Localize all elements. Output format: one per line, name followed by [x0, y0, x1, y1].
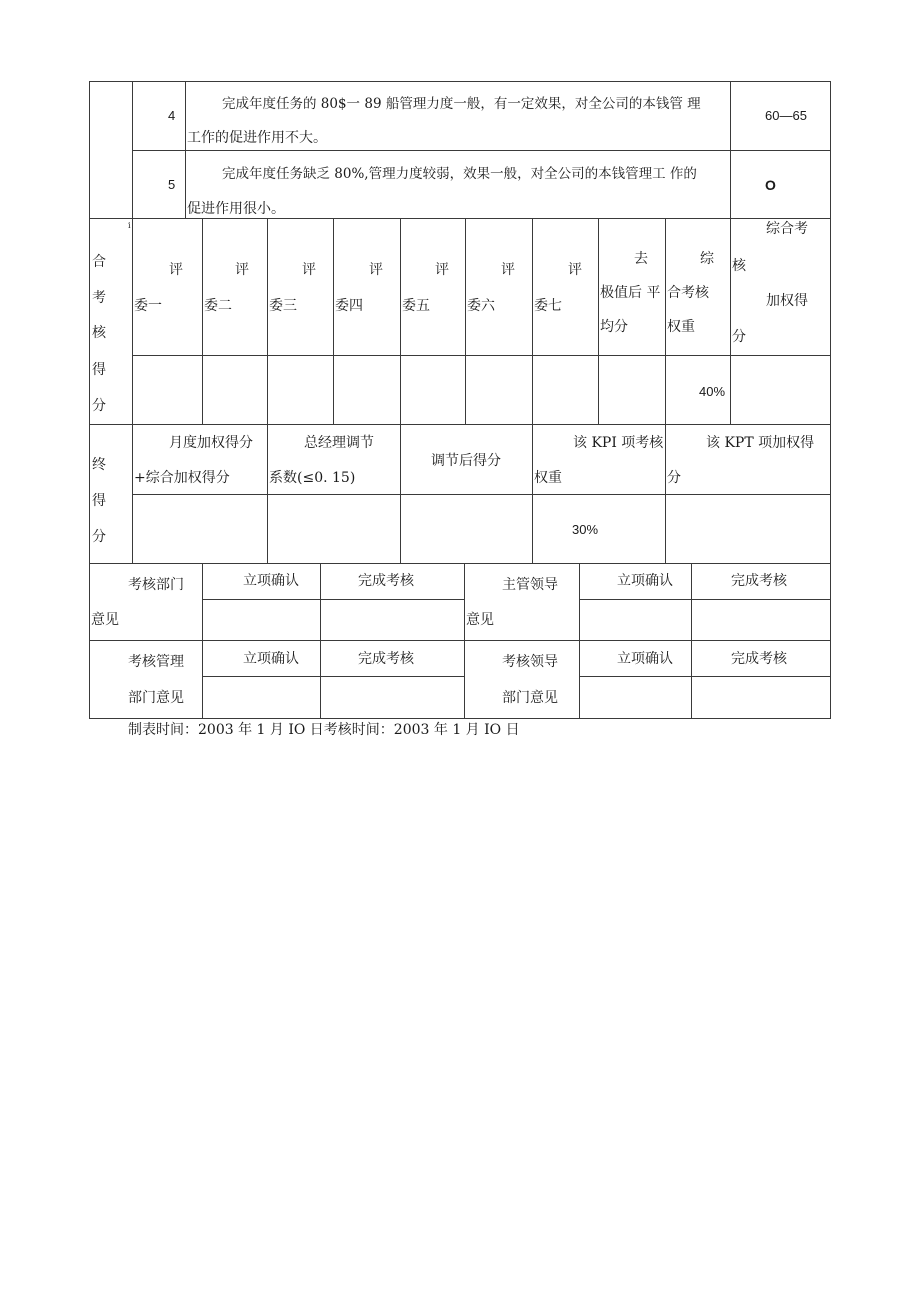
weighted-header-line4: 分 [732, 329, 746, 345]
judge-5-top: 评 [435, 262, 449, 278]
judge-3-label: 委三 [269, 298, 297, 314]
rule [665, 424, 666, 563]
rule [730, 81, 731, 218]
rule [89, 218, 831, 219]
rule [132, 355, 831, 356]
judge-5-label: 委五 [402, 298, 430, 314]
final-col3: 调节后得分 [431, 453, 501, 469]
rule [132, 218, 133, 424]
row-5-desc-line1: 完成年度任务缺乏 80%,管理力度较弱，效果一般，对全公司的本钱管理工 作的 [222, 166, 697, 182]
rule [89, 563, 831, 564]
rule [202, 599, 464, 600]
final-col1-line1: 月度加权得分 [169, 435, 253, 451]
rule-right [830, 81, 831, 718]
composite-label-4: 得 [92, 362, 106, 378]
leader-dept-opinion-line1: 考核领导 [502, 654, 558, 670]
judge-1-top: 评 [169, 262, 183, 278]
weight-header-line2: 合考核 [667, 285, 709, 301]
rule [400, 424, 401, 563]
composite-label-1: 合 [92, 254, 106, 270]
mgmt-dept-opinion-line2: 部门意见 [128, 690, 184, 706]
row2-left-complete: 完成考核 [358, 651, 414, 667]
final-col2-line2: 系数(≤0. 15) [269, 470, 356, 486]
row-5-score: O [765, 177, 776, 193]
rule [400, 218, 401, 424]
final-label-1: 终 [92, 457, 106, 473]
rule [691, 563, 692, 718]
final-col4-line2: 权重 [534, 470, 562, 486]
rule [579, 563, 580, 718]
row1-left-complete: 完成考核 [358, 573, 414, 589]
row1-right-complete: 完成考核 [731, 573, 787, 589]
rule [532, 424, 533, 563]
leader-opinion-line1: 主管领导 [502, 577, 558, 593]
rule [185, 81, 186, 218]
trim-avg-line1: 去 [634, 251, 648, 267]
rule [89, 640, 831, 641]
row-4-score: 60—65 [765, 108, 807, 123]
row-4-desc-line2: 工作的促进作用不大。 [187, 130, 327, 146]
rule [132, 424, 133, 563]
row2-right-complete: 完成考核 [731, 651, 787, 667]
rule [665, 218, 666, 424]
rule [730, 218, 731, 424]
rule [320, 563, 321, 718]
judge-2-top: 评 [235, 262, 249, 278]
rule [465, 218, 466, 424]
row-5-number: 5 [168, 177, 176, 192]
rule [333, 218, 334, 424]
rule [202, 563, 203, 718]
final-label-2: 得 [92, 493, 106, 509]
rule [202, 218, 203, 424]
rule [532, 218, 533, 424]
trim-avg-line2: 极值后 平 [600, 285, 661, 301]
rule [132, 81, 133, 218]
weight-header-line3: 权重 [667, 319, 695, 335]
rule [579, 676, 831, 677]
weighted-header-line1: 综合考 [766, 221, 808, 237]
rule [267, 424, 268, 563]
rule [132, 494, 831, 495]
row-4-desc-line1: 完成年度任务的 80$一 89 船管理力度一般，有一定效果，对全公司的本钱管 理 [222, 96, 701, 112]
final-weight-value: 30% [572, 522, 599, 537]
stray-mark: i [128, 221, 131, 230]
trim-avg-line3: 均分 [600, 319, 628, 335]
composite-weight-value: 40% [699, 384, 726, 399]
judge-6-top: 评 [501, 262, 515, 278]
rule [579, 599, 831, 600]
final-col1-line2: +综合加权得分 [134, 470, 230, 486]
row1-left-confirm: 立项确认 [243, 573, 299, 589]
final-col2-line1: 总经理调节 [304, 435, 374, 451]
composite-label-3: 核 [92, 325, 106, 341]
final-col4-line1: 该 KPI 项考核 [573, 435, 664, 451]
mgmt-dept-opinion-line1: 考核管理 [128, 654, 184, 670]
rule [202, 676, 464, 677]
judge-7-top: 评 [568, 262, 582, 278]
rule [132, 150, 831, 151]
rule-bottom [89, 718, 831, 719]
rule [464, 563, 465, 718]
judge-4-top: 评 [369, 262, 383, 278]
judge-7-label: 委七 [534, 298, 562, 314]
rule-left [89, 81, 90, 718]
weighted-header-line2: 核 [732, 258, 746, 274]
judge-6-label: 委六 [467, 298, 495, 314]
row2-right-confirm: 立项确认 [617, 651, 673, 667]
rule [267, 218, 268, 424]
final-label-3: 分 [92, 529, 106, 545]
dept-opinion-line1: 考核部门 [128, 577, 184, 593]
judge-2-label: 委二 [204, 298, 232, 314]
judge-3-top: 评 [302, 262, 316, 278]
judge-4-label: 委四 [335, 298, 363, 314]
leader-opinion-line2: 意见 [466, 612, 494, 628]
final-col5-line1: 该 KPT 项加权得 [706, 435, 815, 451]
composite-label-5: 分 [92, 398, 106, 414]
leader-dept-opinion-line2: 部门意见 [502, 690, 558, 706]
rule-top [89, 81, 831, 82]
row-4-number: 4 [168, 108, 176, 123]
rule [598, 218, 599, 424]
footer-dates: 制表时间：2003 年 1 月 IO 日考核时间：2003 年 1 月 IO 日 [128, 722, 520, 738]
weight-header-line1: 综 [700, 251, 714, 267]
composite-label-2: 考 [92, 290, 106, 306]
row2-left-confirm: 立项确认 [243, 651, 299, 667]
row1-right-confirm: 立项确认 [617, 573, 673, 589]
dept-opinion-line2: 意见 [91, 612, 119, 628]
final-col5-line2: 分 [667, 470, 681, 486]
weighted-header-line3: 加权得 [766, 293, 808, 309]
rule [89, 424, 831, 425]
judge-1-label: 委一 [134, 298, 162, 314]
row-5-desc-line2: 促进作用很小。 [187, 201, 285, 217]
